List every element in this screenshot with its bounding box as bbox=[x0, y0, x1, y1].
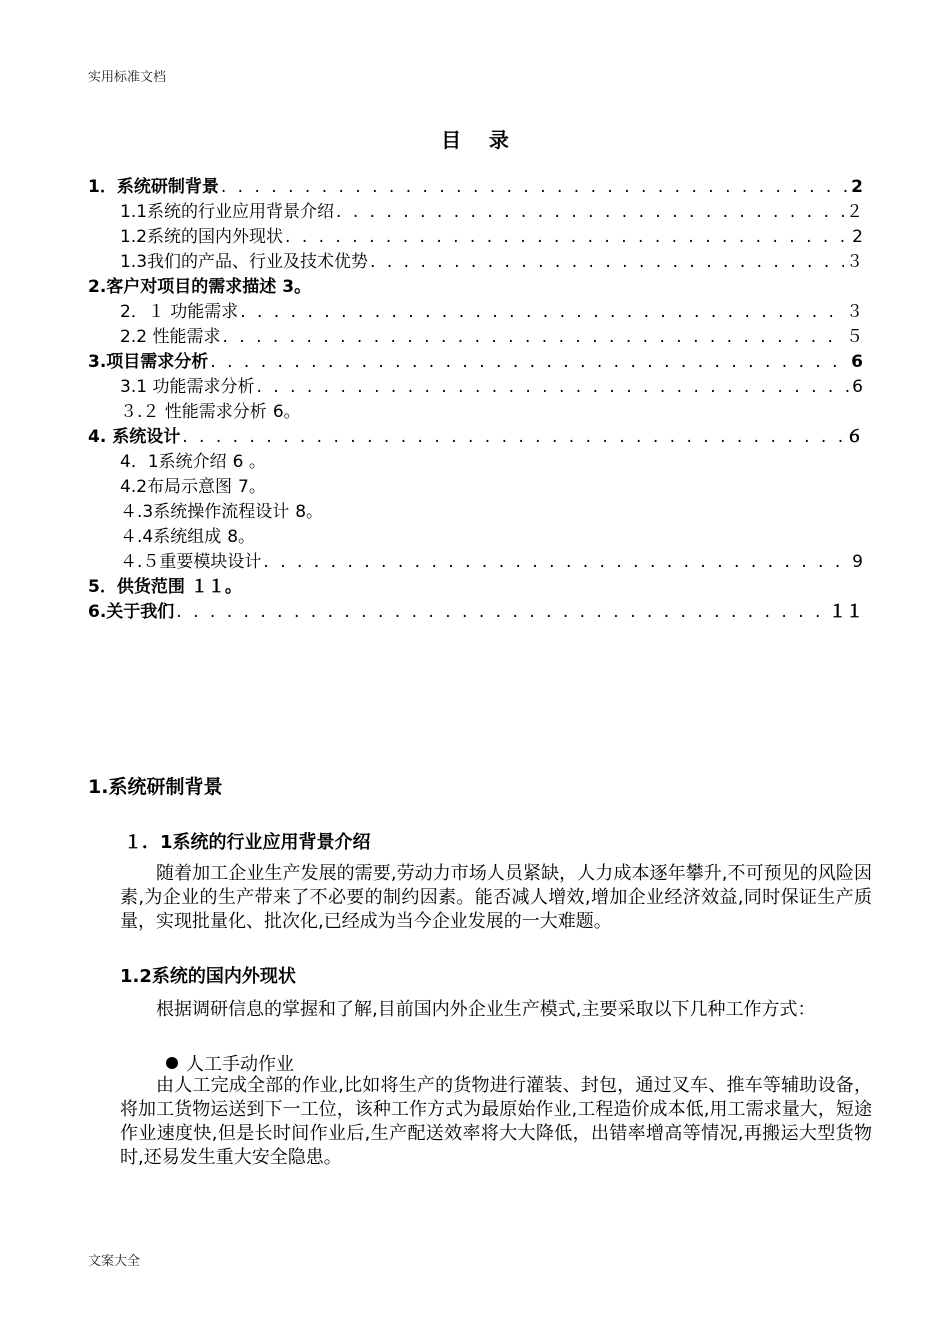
toc-entry-page: １１ bbox=[829, 602, 863, 622]
section-heading: 1.系统研制背景 bbox=[88, 776, 223, 798]
toc-entry-label: 6.关于我们 bbox=[88, 602, 175, 622]
toc-entry-4-1[interactable] bbox=[88, 450, 863, 475]
toc-entry-1-2[interactable] bbox=[88, 225, 863, 250]
bullet-icon bbox=[166, 1057, 178, 1069]
toc-entry-label: ４.3系统操作流程设计 bbox=[120, 502, 290, 522]
toc-entry-1[interactable] bbox=[88, 175, 863, 200]
toc-entry-1-1[interactable] bbox=[88, 200, 863, 225]
toc-leader-dots bbox=[240, 300, 844, 325]
toc-entry-label: 4. 系统设计 bbox=[88, 427, 181, 447]
toc-entry-label: 1.3我们的产品、行业及技术优势 bbox=[120, 252, 369, 272]
toc-leader-dots bbox=[263, 550, 850, 575]
toc-entry-label: 4.2布局示意图 bbox=[120, 477, 233, 497]
toc-entry-page-inline: 7。 bbox=[238, 477, 266, 497]
toc-entry-label: 1．系统研制背景 bbox=[88, 177, 219, 197]
toc-entry-page-inline: 8。 bbox=[227, 527, 256, 547]
toc-entry-page-inline: １１。 bbox=[190, 577, 242, 597]
toc-title: 目 录 bbox=[441, 128, 509, 152]
toc-entry-3-1[interactable] bbox=[88, 375, 863, 400]
toc-entry-page-inline: 6。 bbox=[272, 402, 301, 422]
page-footer: 文案大全 bbox=[88, 1254, 141, 1269]
toc-entry-3-2[interactable] bbox=[88, 400, 863, 425]
toc-leader-dots bbox=[176, 600, 827, 625]
toc-entry-label: 4．1系统介绍 bbox=[120, 452, 227, 472]
toc-entry-page: 9 bbox=[852, 552, 863, 572]
subsection-heading: 1.2系统的国内外现状 bbox=[120, 966, 296, 987]
toc-entry-page: 2 bbox=[851, 177, 863, 197]
toc-entry-label: 5．供货范围 bbox=[88, 577, 185, 597]
toc-entry-2[interactable] bbox=[88, 275, 863, 300]
toc-entry-page: 6 bbox=[852, 377, 863, 397]
page-header: 实用标准文档 bbox=[88, 70, 167, 85]
toc-leader-dots bbox=[285, 225, 850, 250]
toc-entry-label: 2．１ 功能需求 bbox=[120, 302, 239, 322]
toc-entry-5[interactable] bbox=[88, 575, 863, 600]
toc-leader-dots bbox=[256, 375, 850, 400]
toc-entry-page: ２ bbox=[846, 202, 863, 222]
toc-leader-dots bbox=[222, 325, 844, 350]
bullet-text: 人工手动作业 bbox=[186, 1054, 294, 1075]
toc-leader-dots bbox=[182, 425, 844, 450]
paragraph: 根据调研信息的掌握和了解,目前国内外企业生产模式,主要采取以下几种工作方式： bbox=[156, 999, 816, 1020]
toc-entry-label: ３.２ 性能需求分析 bbox=[120, 402, 267, 422]
paragraph: 由人工完成全部的作业,比如将生产的货物进行灌装、封包，通过叉车、推车等辅助设备，将加工货物运送到下一工位，该种工作方式为最原始作业,工程造价成本低,用工需求量大，短途作业速度快,但是长时间作业后,生产配送效率将大大降低，出错率增高等情况,再搬运大型货物时,还易发生重大安全隐患。 bbox=[120, 1075, 872, 1168]
toc-entry-4-5[interactable] bbox=[88, 550, 863, 575]
toc-entry-label: 1.2系统的国内外现状 bbox=[120, 227, 284, 247]
toc-entry-page: 6 bbox=[851, 352, 863, 372]
toc-entry-page-inline: 6 。 bbox=[232, 452, 266, 472]
toc-entry-label: 1.1系统的行业应用背景介绍 bbox=[120, 202, 335, 222]
paragraph: 随着加工企业生产发展的需要,劳动力市场人员紧缺，人力成本逐年攀升,不可预见的风险因素,为企业的生产带来了不必要的制约因素。能否减人增效,增加企业经济效益,同时保证生产质量，实现批量化、批次化,已经成为当今企业发展的一大难题。 bbox=[120, 863, 872, 932]
toc-entry-label: 3.项目需求分析 bbox=[88, 352, 209, 372]
toc-entry-2-1[interactable] bbox=[88, 300, 863, 325]
toc-entry-3[interactable] bbox=[88, 350, 863, 375]
toc-entry-page: ３ bbox=[846, 252, 863, 272]
toc-entry-2-2[interactable] bbox=[88, 325, 863, 350]
toc-entry-label: 2.客户对项目的需求描述 bbox=[88, 277, 277, 297]
toc-leader-dots bbox=[210, 350, 849, 375]
toc-leader-dots bbox=[221, 175, 849, 200]
toc-entry-4-3[interactable] bbox=[88, 500, 863, 525]
toc-entry-1-3[interactable] bbox=[88, 250, 863, 275]
subsection-heading: １．1系统的行业应用背景介绍 bbox=[124, 832, 371, 853]
toc-entry-page-inline: 8。 bbox=[295, 502, 324, 522]
toc-entry-4-4[interactable] bbox=[88, 525, 863, 550]
toc-entry-label: ４.５重要模块设计 bbox=[120, 552, 262, 572]
toc-entry-4[interactable] bbox=[88, 425, 863, 450]
toc-entry-page: ３ bbox=[846, 302, 863, 322]
toc-entry-4-2[interactable] bbox=[88, 475, 863, 500]
toc-entry-label: 2.2 性能需求 bbox=[120, 327, 221, 347]
toc-entry-label: ４.4系统组成 bbox=[120, 527, 222, 547]
toc-leader-dots bbox=[336, 200, 844, 225]
toc-entry-page: 2 bbox=[852, 227, 863, 247]
toc-leader-dots bbox=[370, 250, 844, 275]
toc-entry-6[interactable] bbox=[88, 600, 863, 625]
bullet-item bbox=[166, 1050, 294, 1076]
toc-entry-page-inline: 3。 bbox=[282, 277, 312, 297]
toc-entry-label: 3.1 功能需求分析 bbox=[120, 377, 255, 397]
toc-entry-page: ６ bbox=[846, 427, 863, 447]
toc-entry-page: ５ bbox=[846, 327, 863, 347]
